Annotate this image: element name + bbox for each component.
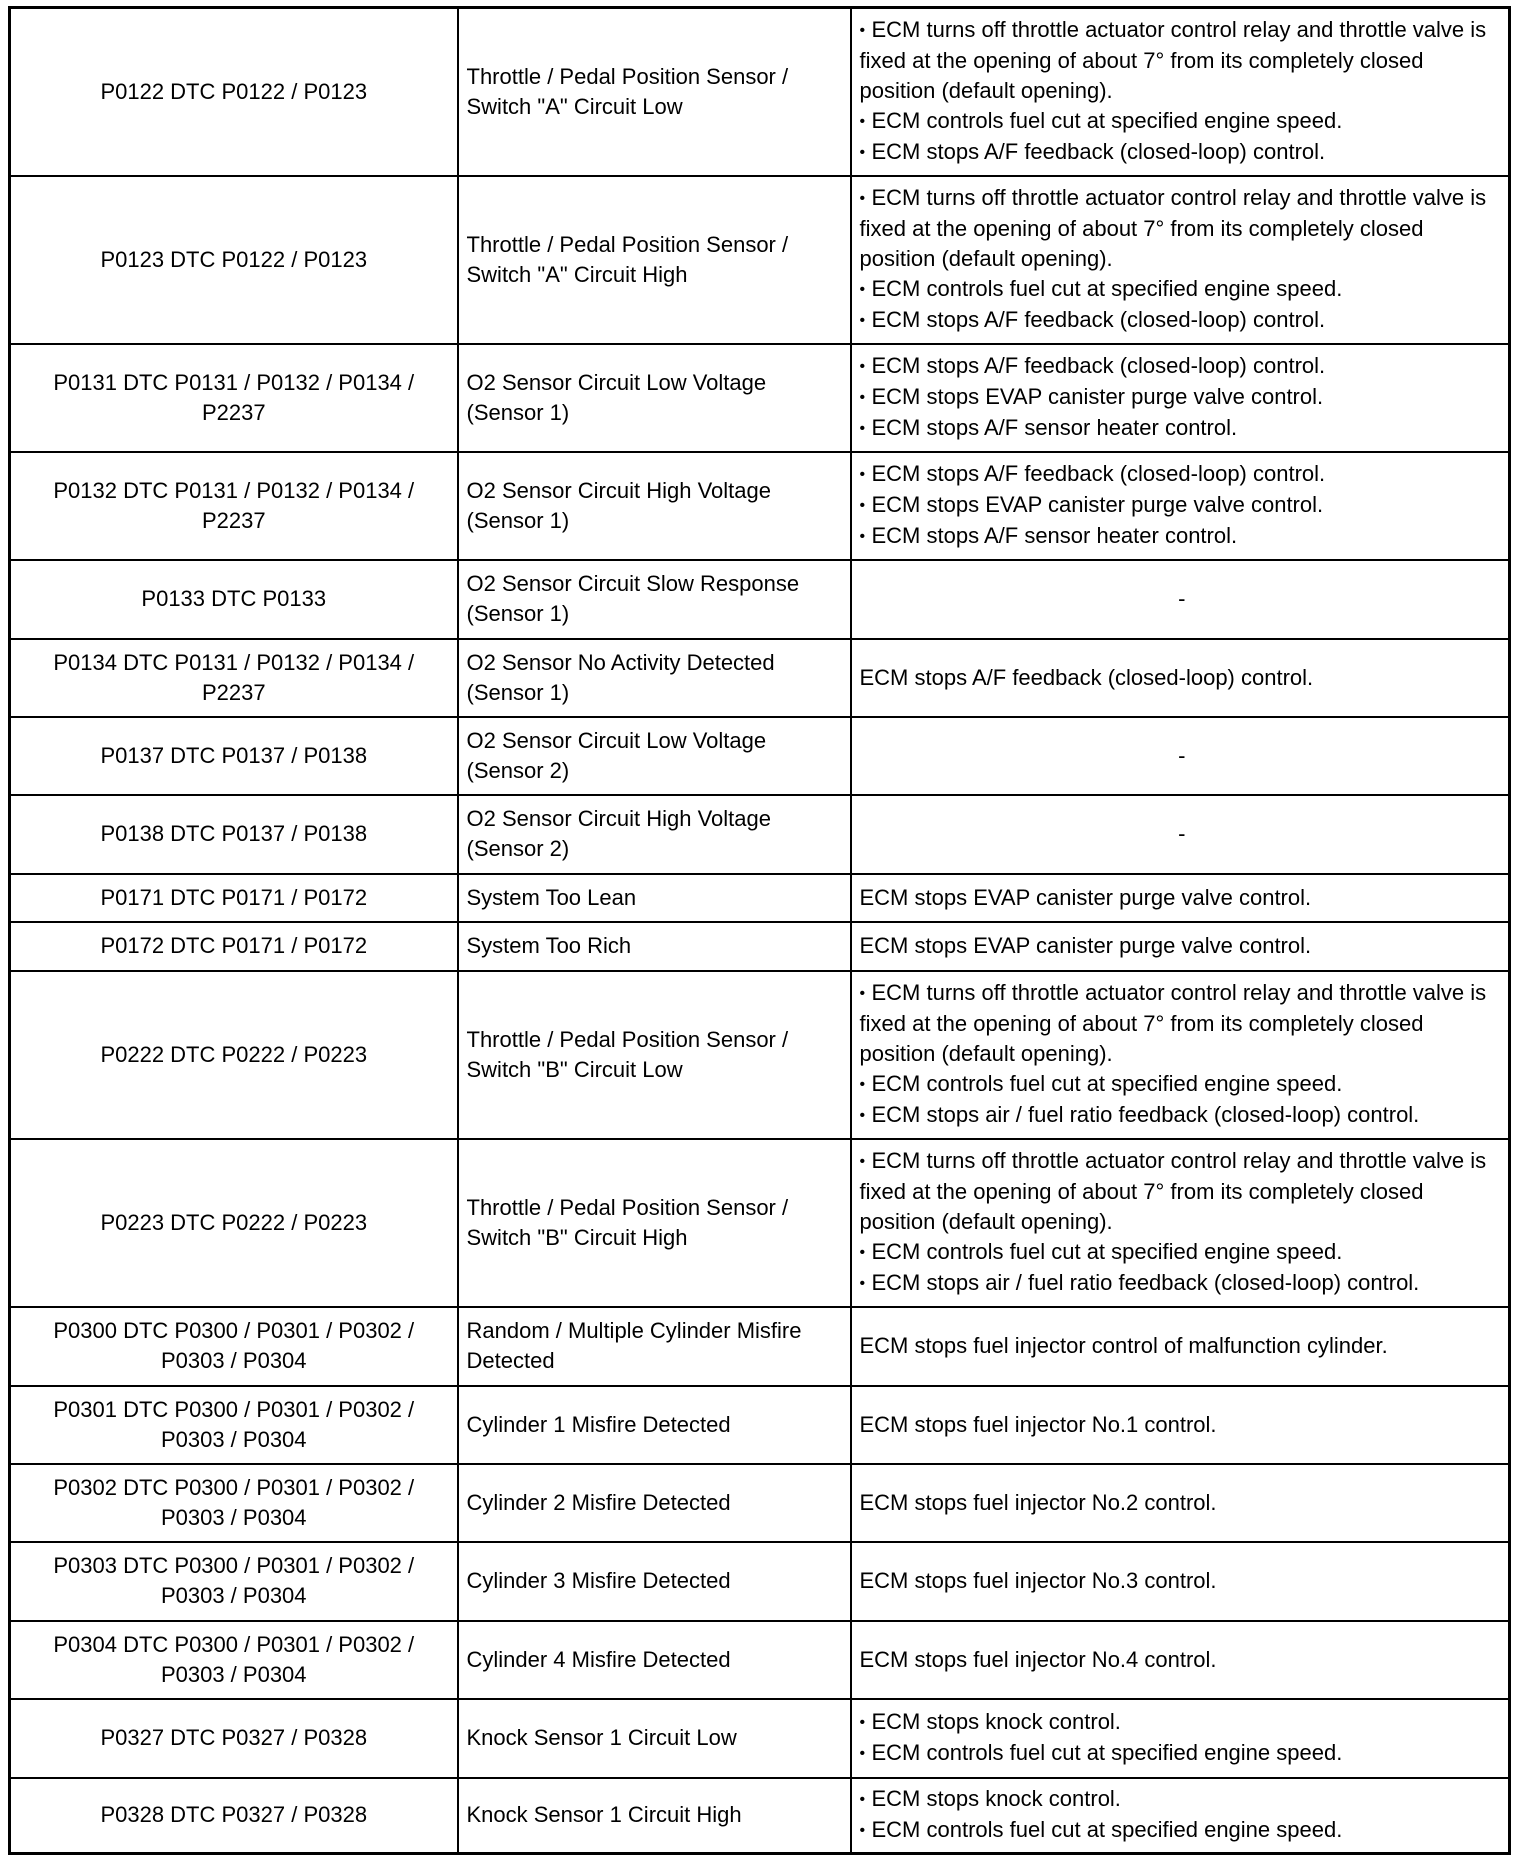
fail-safe-cell	[851, 560, 1510, 639]
detection-item-cell: System Too Rich	[458, 922, 851, 971]
fail-safe-item	[860, 1707, 1505, 1738]
table-row	[10, 1464, 1510, 1542]
fail-safe-item	[860, 351, 1505, 382]
bullet-icon: •	[859, 389, 866, 406]
fail-safe-cell	[851, 452, 1510, 560]
fail-safe-cell	[851, 1542, 1510, 1621]
bullet-icon: •	[859, 281, 866, 298]
dtc-code-cell: P0301 DTC P0300 / P0301 / P0302 / P0303 / P0304	[10, 1386, 458, 1464]
table-row	[10, 452, 1510, 560]
bullet-icon: •	[859, 497, 866, 514]
fail-safe-text: ECM stops fuel injector No.4 control.	[859, 1646, 1217, 1672]
fail-safe-item	[860, 1738, 1505, 1769]
fail-safe-text: ECM controls fuel cut at specified engine speed.	[871, 276, 1343, 301]
fail-safe-cell	[851, 1464, 1510, 1542]
detection-item-cell: O2 Sensor No Activity Detected (Sensor 1)	[458, 639, 851, 717]
fail-safe-text: ECM controls fuel cut at specified engine speed.	[871, 1817, 1343, 1843]
bullet-icon: •	[859, 1244, 866, 1261]
fail-safe-item	[860, 382, 1505, 413]
fail-safe-cell	[851, 971, 1510, 1139]
fail-safe-item	[860, 137, 1505, 168]
fail-safe-item	[860, 521, 1505, 552]
dtc-code-cell: P0131 DTC P0131 / P0132 / P0134 / P2237	[10, 344, 458, 452]
fail-safe-text: ECM stops knock control.	[871, 1709, 1121, 1734]
bullet-icon: •	[859, 466, 866, 483]
fail-safe-text: ECM stops A/F sensor heater control.	[871, 523, 1238, 548]
fail-safe-cell	[851, 717, 1510, 795]
fail-safe-text: ECM stops EVAP canister purge valve control.	[871, 492, 1324, 517]
fail-safe-text: ECM turns off throttle actuator control relay and throttle valve is fixed at the opening of about 7° from its completely closed position (default opening).	[859, 980, 1487, 1066]
dtc-code-cell: P0223 DTC P0222 / P0223	[10, 1139, 458, 1307]
table-row	[10, 176, 1510, 344]
dtc-code-cell: P0122 DTC P0122 / P0123	[10, 8, 458, 176]
fail-safe-item	[860, 663, 1505, 693]
detection-item-cell: O2 Sensor Circuit Slow Response (Sensor 1)	[458, 560, 851, 639]
table-row	[10, 1542, 1510, 1621]
table-row	[10, 1699, 1510, 1778]
fail-safe-item	[860, 183, 1505, 274]
fail-safe-cell	[851, 1139, 1510, 1307]
table-row	[10, 922, 1510, 971]
dtc-code-cell: P0171 DTC P0171 / P0172	[10, 874, 458, 922]
table-row	[10, 1386, 1510, 1464]
fail-safe-item	[860, 1146, 1505, 1237]
dtc-code-cell: P0302 DTC P0300 / P0301 / P0302 / P0303 / P0304	[10, 1464, 458, 1542]
dtc-code-cell: P0134 DTC P0131 / P0132 / P0134 / P2237	[10, 639, 458, 717]
fail-safe-text: ECM stops A/F feedback (closed-loop) control.	[871, 307, 1326, 332]
fail-safe-text: ECM stops air / fuel ratio feedback (closed-loop) control.	[871, 1270, 1420, 1295]
fail-safe-item	[860, 978, 1505, 1069]
fail-safe-cell	[851, 874, 1510, 922]
table-row	[10, 1778, 1510, 1854]
fail-safe-text: ECM controls fuel cut at specified engine speed.	[871, 1071, 1343, 1096]
fail-safe-item	[860, 1784, 1505, 1815]
table-row	[10, 560, 1510, 639]
bullet-icon: •	[859, 190, 866, 207]
fail-safe-text: ECM stops A/F feedback (closed-loop) control.	[859, 664, 1314, 690]
fail-safe-text: ECM stops fuel injector No.2 control.	[859, 1489, 1217, 1515]
fail-safe-item	[860, 584, 1505, 614]
dtc-code-cell: P0172 DTC P0171 / P0172	[10, 922, 458, 971]
table-row	[10, 717, 1510, 795]
fail-safe-item	[860, 1100, 1505, 1131]
fail-safe-text: ECM turns off throttle actuator control relay and throttle valve is fixed at the opening of about 7° from its completely closed position (default opening).	[859, 17, 1487, 104]
fail-safe-text: ECM stops EVAP canister purge valve control.	[871, 384, 1324, 409]
fail-safe-text: ECM controls fuel cut at specified engine speed.	[871, 1740, 1343, 1765]
bullet-icon: •	[859, 1791, 866, 1809]
fail-safe-cell	[851, 1699, 1510, 1778]
fail-safe-item	[860, 741, 1505, 771]
fail-safe-cell	[851, 1621, 1510, 1699]
dtc-code-cell: P0328 DTC P0327 / P0328	[10, 1778, 458, 1854]
bullet-icon: •	[859, 22, 866, 40]
detection-item-cell: Cylinder 3 Misfire Detected	[458, 1542, 851, 1621]
bullet-icon: •	[859, 528, 866, 545]
fail-safe-text: ECM stops A/F feedback (closed-loop) control.	[871, 353, 1326, 378]
dtc-code-cell: P0133 DTC P0133	[10, 560, 458, 639]
fail-safe-item	[860, 1488, 1505, 1518]
fail-safe-item	[860, 490, 1505, 521]
bullet-icon: •	[859, 1822, 866, 1840]
fail-safe-item	[860, 1331, 1505, 1361]
fail-safe-item	[860, 1566, 1505, 1596]
detection-item-cell: Throttle / Pedal Position Sensor / Switch "A" Circuit Low	[458, 8, 851, 176]
bullet-icon: •	[859, 144, 866, 162]
detection-item-cell: Cylinder 4 Misfire Detected	[458, 1621, 851, 1699]
table-row	[10, 639, 1510, 717]
bullet-icon: •	[859, 1153, 866, 1170]
fail-safe-text: ECM controls fuel cut at specified engine speed.	[871, 108, 1343, 134]
detection-item-cell: System Too Lean	[458, 874, 851, 922]
fail-safe-item	[860, 819, 1505, 849]
detection-item-cell: Throttle / Pedal Position Sensor / Switch "B" Circuit Low	[458, 971, 851, 1139]
table-body	[10, 8, 1510, 1854]
fail-safe-item	[860, 274, 1505, 305]
detection-item-cell: Cylinder 1 Misfire Detected	[458, 1386, 851, 1464]
fail-safe-item	[860, 1815, 1505, 1846]
fail-safe-item	[860, 459, 1505, 490]
fail-safe-cell	[851, 176, 1510, 344]
bullet-icon: •	[859, 420, 866, 437]
fail-safe-text: ECM turns off throttle actuator control relay and throttle valve is fixed at the opening of about 7° from its completely closed position (default opening).	[859, 185, 1487, 271]
table-row	[10, 344, 1510, 452]
bullet-icon: •	[859, 1107, 866, 1124]
fail-safe-item	[860, 106, 1505, 137]
dtc-code-cell: P0222 DTC P0222 / P0223	[10, 971, 458, 1139]
detection-item-cell: Cylinder 2 Misfire Detected	[458, 1464, 851, 1542]
fail-safe-item	[860, 931, 1505, 961]
table-row	[10, 1307, 1510, 1386]
fail-safe-text: ECM stops fuel injector control of malfunction cylinder.	[859, 1333, 1388, 1358]
fail-safe-item	[860, 1645, 1505, 1675]
bullet-icon: •	[859, 985, 866, 1002]
dtc-code-cell: P0137 DTC P0137 / P0138	[10, 717, 458, 795]
fail-safe-cell	[851, 8, 1510, 176]
bullet-icon: •	[859, 1275, 866, 1292]
dtc-fail-safe-table	[8, 6, 1511, 1855]
detection-item-cell: O2 Sensor Circuit High Voltage (Sensor 1)	[458, 452, 851, 560]
table-row	[10, 8, 1510, 176]
fail-safe-item	[860, 1410, 1505, 1440]
fail-safe-item	[860, 1237, 1505, 1268]
detection-item-cell: Knock Sensor 1 Circuit High	[458, 1778, 851, 1854]
fail-safe-text: ECM stops A/F sensor heater control.	[871, 415, 1238, 440]
fail-safe-item	[860, 1268, 1505, 1299]
fail-safe-text: ECM stops A/F feedback (closed-loop) control.	[871, 139, 1326, 165]
detection-item-cell: Random / Multiple Cylinder Misfire Detected	[458, 1307, 851, 1386]
bullet-icon: •	[859, 1745, 866, 1762]
fail-safe-text: ECM stops EVAP canister purge valve control.	[859, 884, 1312, 910]
dtc-code-cell: P0303 DTC P0300 / P0301 / P0302 / P0303 / P0304	[10, 1542, 458, 1621]
fail-safe-item	[860, 1069, 1505, 1100]
dtc-code-cell: P0123 DTC P0122 / P0123	[10, 176, 458, 344]
fail-safe-text: -	[1178, 821, 1186, 846]
detection-item-cell: Knock Sensor 1 Circuit Low	[458, 1699, 851, 1778]
fail-safe-item	[860, 883, 1505, 913]
table-row	[10, 1139, 1510, 1307]
dtc-code-cell: P0132 DTC P0131 / P0132 / P0134 / P2237	[10, 452, 458, 560]
fail-safe-text: -	[1178, 742, 1186, 768]
bullet-icon: •	[859, 1076, 866, 1093]
fail-safe-cell	[851, 639, 1510, 717]
fail-safe-text: ECM controls fuel cut at specified engine speed.	[871, 1239, 1343, 1264]
detection-item-cell: Throttle / Pedal Position Sensor / Switch "A" Circuit High	[458, 176, 851, 344]
fail-safe-item	[860, 305, 1505, 336]
dtc-code-cell: P0138 DTC P0137 / P0138	[10, 795, 458, 874]
fail-safe-text: ECM stops knock control.	[871, 1786, 1121, 1812]
table-row	[10, 795, 1510, 874]
table-row	[10, 874, 1510, 922]
table-row	[10, 971, 1510, 1139]
fail-safe-text: ECM turns off throttle actuator control relay and throttle valve is fixed at the opening of about 7° from its completely closed position (default opening).	[859, 1148, 1487, 1234]
fail-safe-item	[860, 15, 1505, 106]
detection-item-cell: Throttle / Pedal Position Sensor / Switch "B" Circuit High	[458, 1139, 851, 1307]
fail-safe-item	[860, 413, 1505, 444]
bullet-icon: •	[859, 358, 866, 375]
fail-safe-text: ECM stops EVAP canister purge valve control.	[859, 933, 1312, 958]
detection-item-cell: O2 Sensor Circuit High Voltage (Sensor 2)	[458, 795, 851, 874]
fail-safe-cell	[851, 1307, 1510, 1386]
fail-safe-cell	[851, 344, 1510, 452]
fail-safe-cell	[851, 795, 1510, 874]
fail-safe-text: ECM stops fuel injector No.1 control.	[859, 1411, 1217, 1437]
fail-safe-text: ECM stops air / fuel ratio feedback (closed-loop) control.	[871, 1102, 1420, 1127]
fail-safe-cell	[851, 1386, 1510, 1464]
dtc-code-cell: P0300 DTC P0300 / P0301 / P0302 / P0303 / P0304	[10, 1307, 458, 1386]
bullet-icon: •	[859, 1714, 866, 1731]
fail-safe-cell	[851, 922, 1510, 971]
detection-item-cell: O2 Sensor Circuit Low Voltage (Sensor 2)	[458, 717, 851, 795]
dtc-code-cell: P0304 DTC P0300 / P0301 / P0302 / P0303 / P0304	[10, 1621, 458, 1699]
fail-safe-text: ECM stops fuel injector No.3 control.	[859, 1568, 1217, 1593]
fail-safe-text: ECM stops A/F feedback (closed-loop) control.	[871, 461, 1326, 486]
fail-safe-cell	[851, 1778, 1510, 1854]
fail-safe-text: -	[1178, 586, 1186, 611]
bullet-icon: •	[859, 312, 866, 329]
detection-item-cell: O2 Sensor Circuit Low Voltage (Sensor 1)	[458, 344, 851, 452]
table-row	[10, 1621, 1510, 1699]
dtc-code-cell: P0327 DTC P0327 / P0328	[10, 1699, 458, 1778]
bullet-icon: •	[859, 113, 866, 131]
